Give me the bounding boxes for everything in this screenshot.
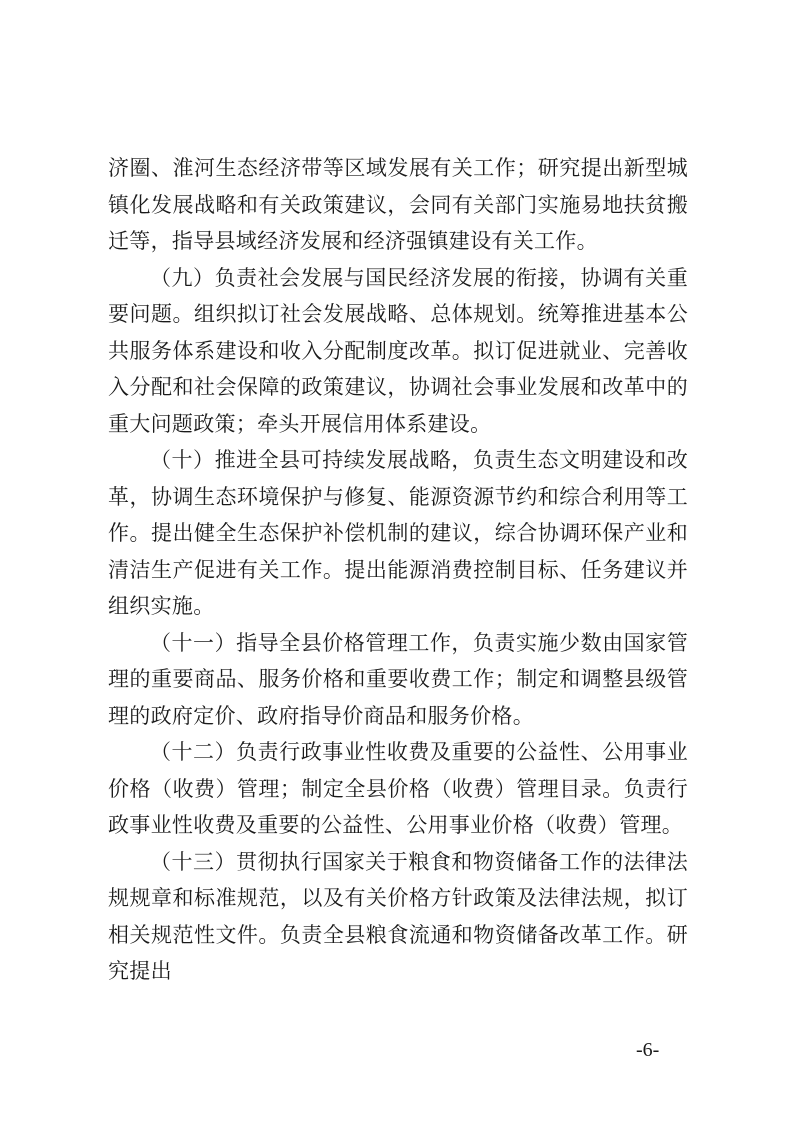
body-text <box>108 150 688 990</box>
page-number: -6- <box>636 1039 660 1061</box>
paragraph-item-11: （十一）指导全县价格管理工作，负责实施少数由国家管理的重要商品、服务价格和重要收费工作；制定和调整县级管理的政府定价、政府指导价商品和服务价格。 <box>108 630 688 728</box>
paragraph-item-13: （十三）贯彻执行国家关于粮食和物资储备工作的法律法规规章和标准规范，以及有关价格方针政策及法律法规，拟订相关规范性文件。负责全县粮食流通和物资储备改革工作。研究提出 <box>108 849 688 983</box>
paragraph-item-9: （九）负责社会发展与国民经济发展的衔接，协调有关重要问题。组织拟订社会发展战略、总体规划。统筹推进基本公共服务体系建设和收入分配制度改革。拟订促进就业、完善收入分配和社会保障的政策建议，协调社会事业发展和改革中的重大问题政策；牵头开展信用体系建设。 <box>108 265 688 436</box>
paragraph-continuation: 济圈、淮河生态经济带等区域发展有关工作；研究提出新型城镇化发展战略和有关政策建议，会同有关部门实施易地扶贫搬迁等，指导县域经济发展和经济强镇建设有关工作。 <box>108 156 688 253</box>
paragraph-item-10: （十）推进全县可持续发展战略，负责生态文明建设和改革，协调生态环境保护与修复、能源资源节约和综合利用等工作。提出健全生态保护补偿机制的建议，综合协调环保产业和清洁生产促进有关工作。提出能源消费控制目标、任务建议并组织实施。 <box>108 448 688 618</box>
paragraph-item-12: （十二）负责行政事业性收费及重要的公益性、公用事业价格（收费）管理；制定全县价格（收费）管理目录。负责行政事业性收费及重要的公益性、公用事业价格（收费）管理。 <box>108 740 688 837</box>
